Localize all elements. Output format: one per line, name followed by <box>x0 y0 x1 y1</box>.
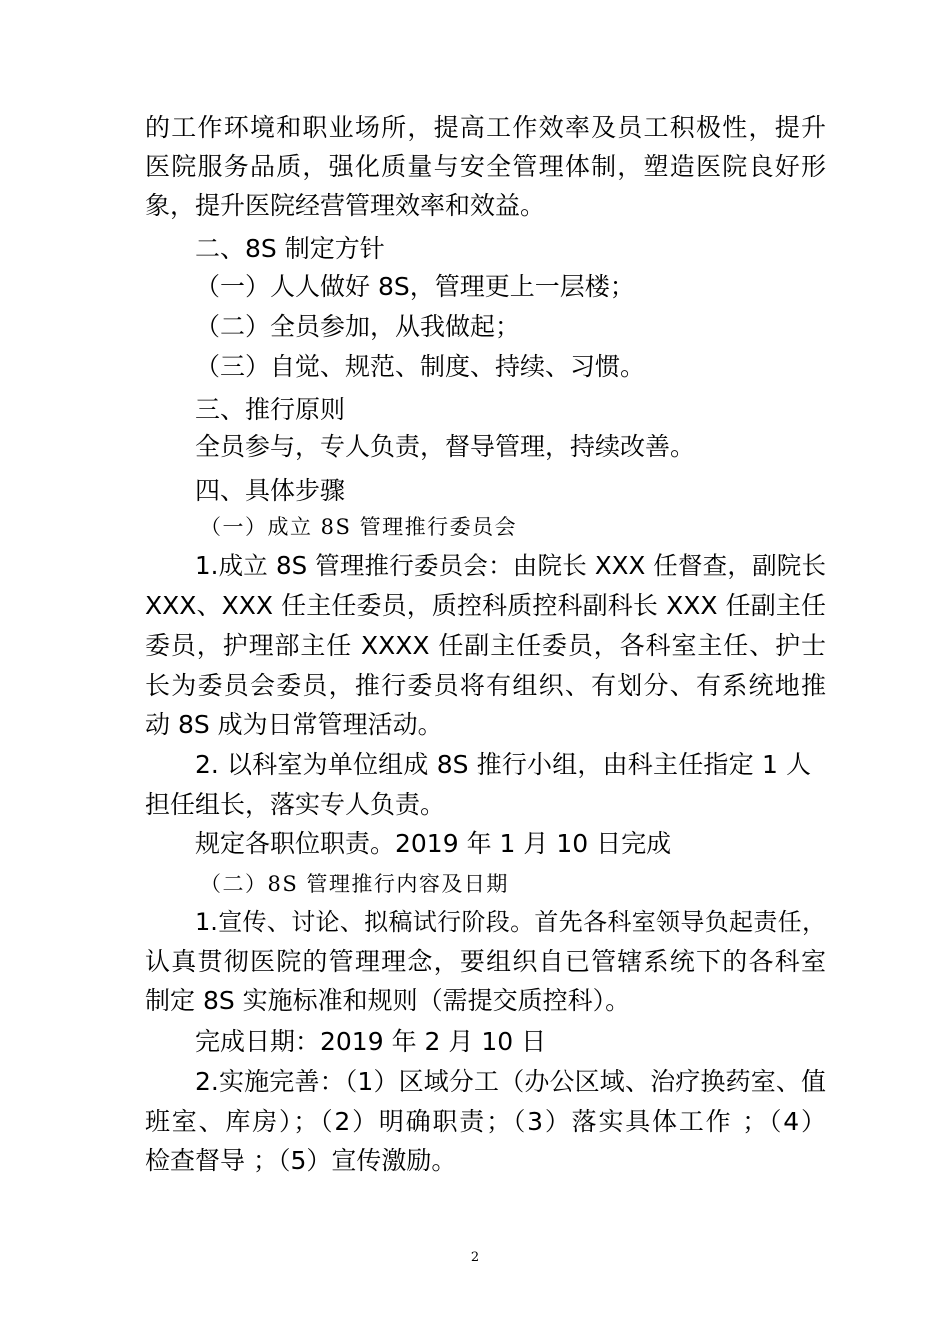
list-item: （一）人人做好 8S，管理更上一层楼； <box>195 272 635 301</box>
paragraph-line: 1.成立 8S 管理推行委员会：由院长 XXX 任督查，副院长 <box>195 551 826 580</box>
paragraph-line: 担任组长，落实专人负责。 <box>145 790 446 819</box>
paragraph-line: 的工作环境和职业场所，提高工作效率及员工积极性，提升 <box>145 113 826 142</box>
paragraph-line: 2.实施完善：（1）区域分工（办公区域、治疗换药室、值 <box>195 1067 826 1096</box>
list-item: （三）自觉、规范、制度、持续、习惯。 <box>195 352 646 381</box>
subsection-heading: （一）成立 8S 管理推行委员会 <box>200 515 518 539</box>
paragraph-line: XXX、XXX 任主任委员，质控科质控科副科长 XXX 任副主任 <box>145 591 826 620</box>
paragraph-line: 长为委员会委员，推行委员将有组织、有划分、有系统地推 <box>145 671 826 700</box>
page-number: 2 <box>470 1250 480 1265</box>
paragraph-line: 认真贯彻医院的管理理念，要组织自已管辖系统下的各科室 <box>145 947 826 976</box>
paragraph-line: 象，提升医院经营管理效率和效益。 <box>145 191 546 220</box>
paragraph-line: 1.宣传、讨论、拟稿试行阶段。首先各科室领导负起责任， <box>195 908 826 936</box>
paragraph-line: 检查督导 ；（5）宣传激励。 <box>145 1146 457 1175</box>
section-heading: 二、8S 制定方针 <box>195 234 385 263</box>
paragraph-line: 委员，护理部主任 XXXX 任副主任委员，各科室主任、护士 <box>145 631 826 660</box>
paragraph-line: 制定 8S 实施标准和规则（需提交质控科）。 <box>145 986 631 1015</box>
paragraph-line: 班室、库房）；（2）明确职责；（3）落实具体工作 ；（4） <box>145 1107 826 1136</box>
paragraph-line: 完成日期：2019 年 2 月 10 日 <box>195 1027 547 1056</box>
paragraph-line: 全员参与，专人负责，督导管理，持续改善。 <box>195 432 696 461</box>
section-heading: 三、推行原则 <box>195 395 346 424</box>
subsection-heading: （二）8S 管理推行内容及日期 <box>200 872 509 896</box>
list-item: （二）全员参加，从我做起； <box>195 312 521 341</box>
paragraph-line: 规定各职位职责。2019 年 1 月 10 日完成 <box>195 829 672 858</box>
paragraph-line: 动 8S 成为日常管理活动。 <box>145 710 443 739</box>
section-heading: 四、具体步骤 <box>195 476 346 505</box>
paragraph-line: 医院服务品质，强化质量与安全管理体制，塑造医院良好形 <box>145 152 826 181</box>
paragraph-line: 2. 以科室为单位组成 8S 推行小组，由科主任指定 1 人 <box>195 750 811 779</box>
